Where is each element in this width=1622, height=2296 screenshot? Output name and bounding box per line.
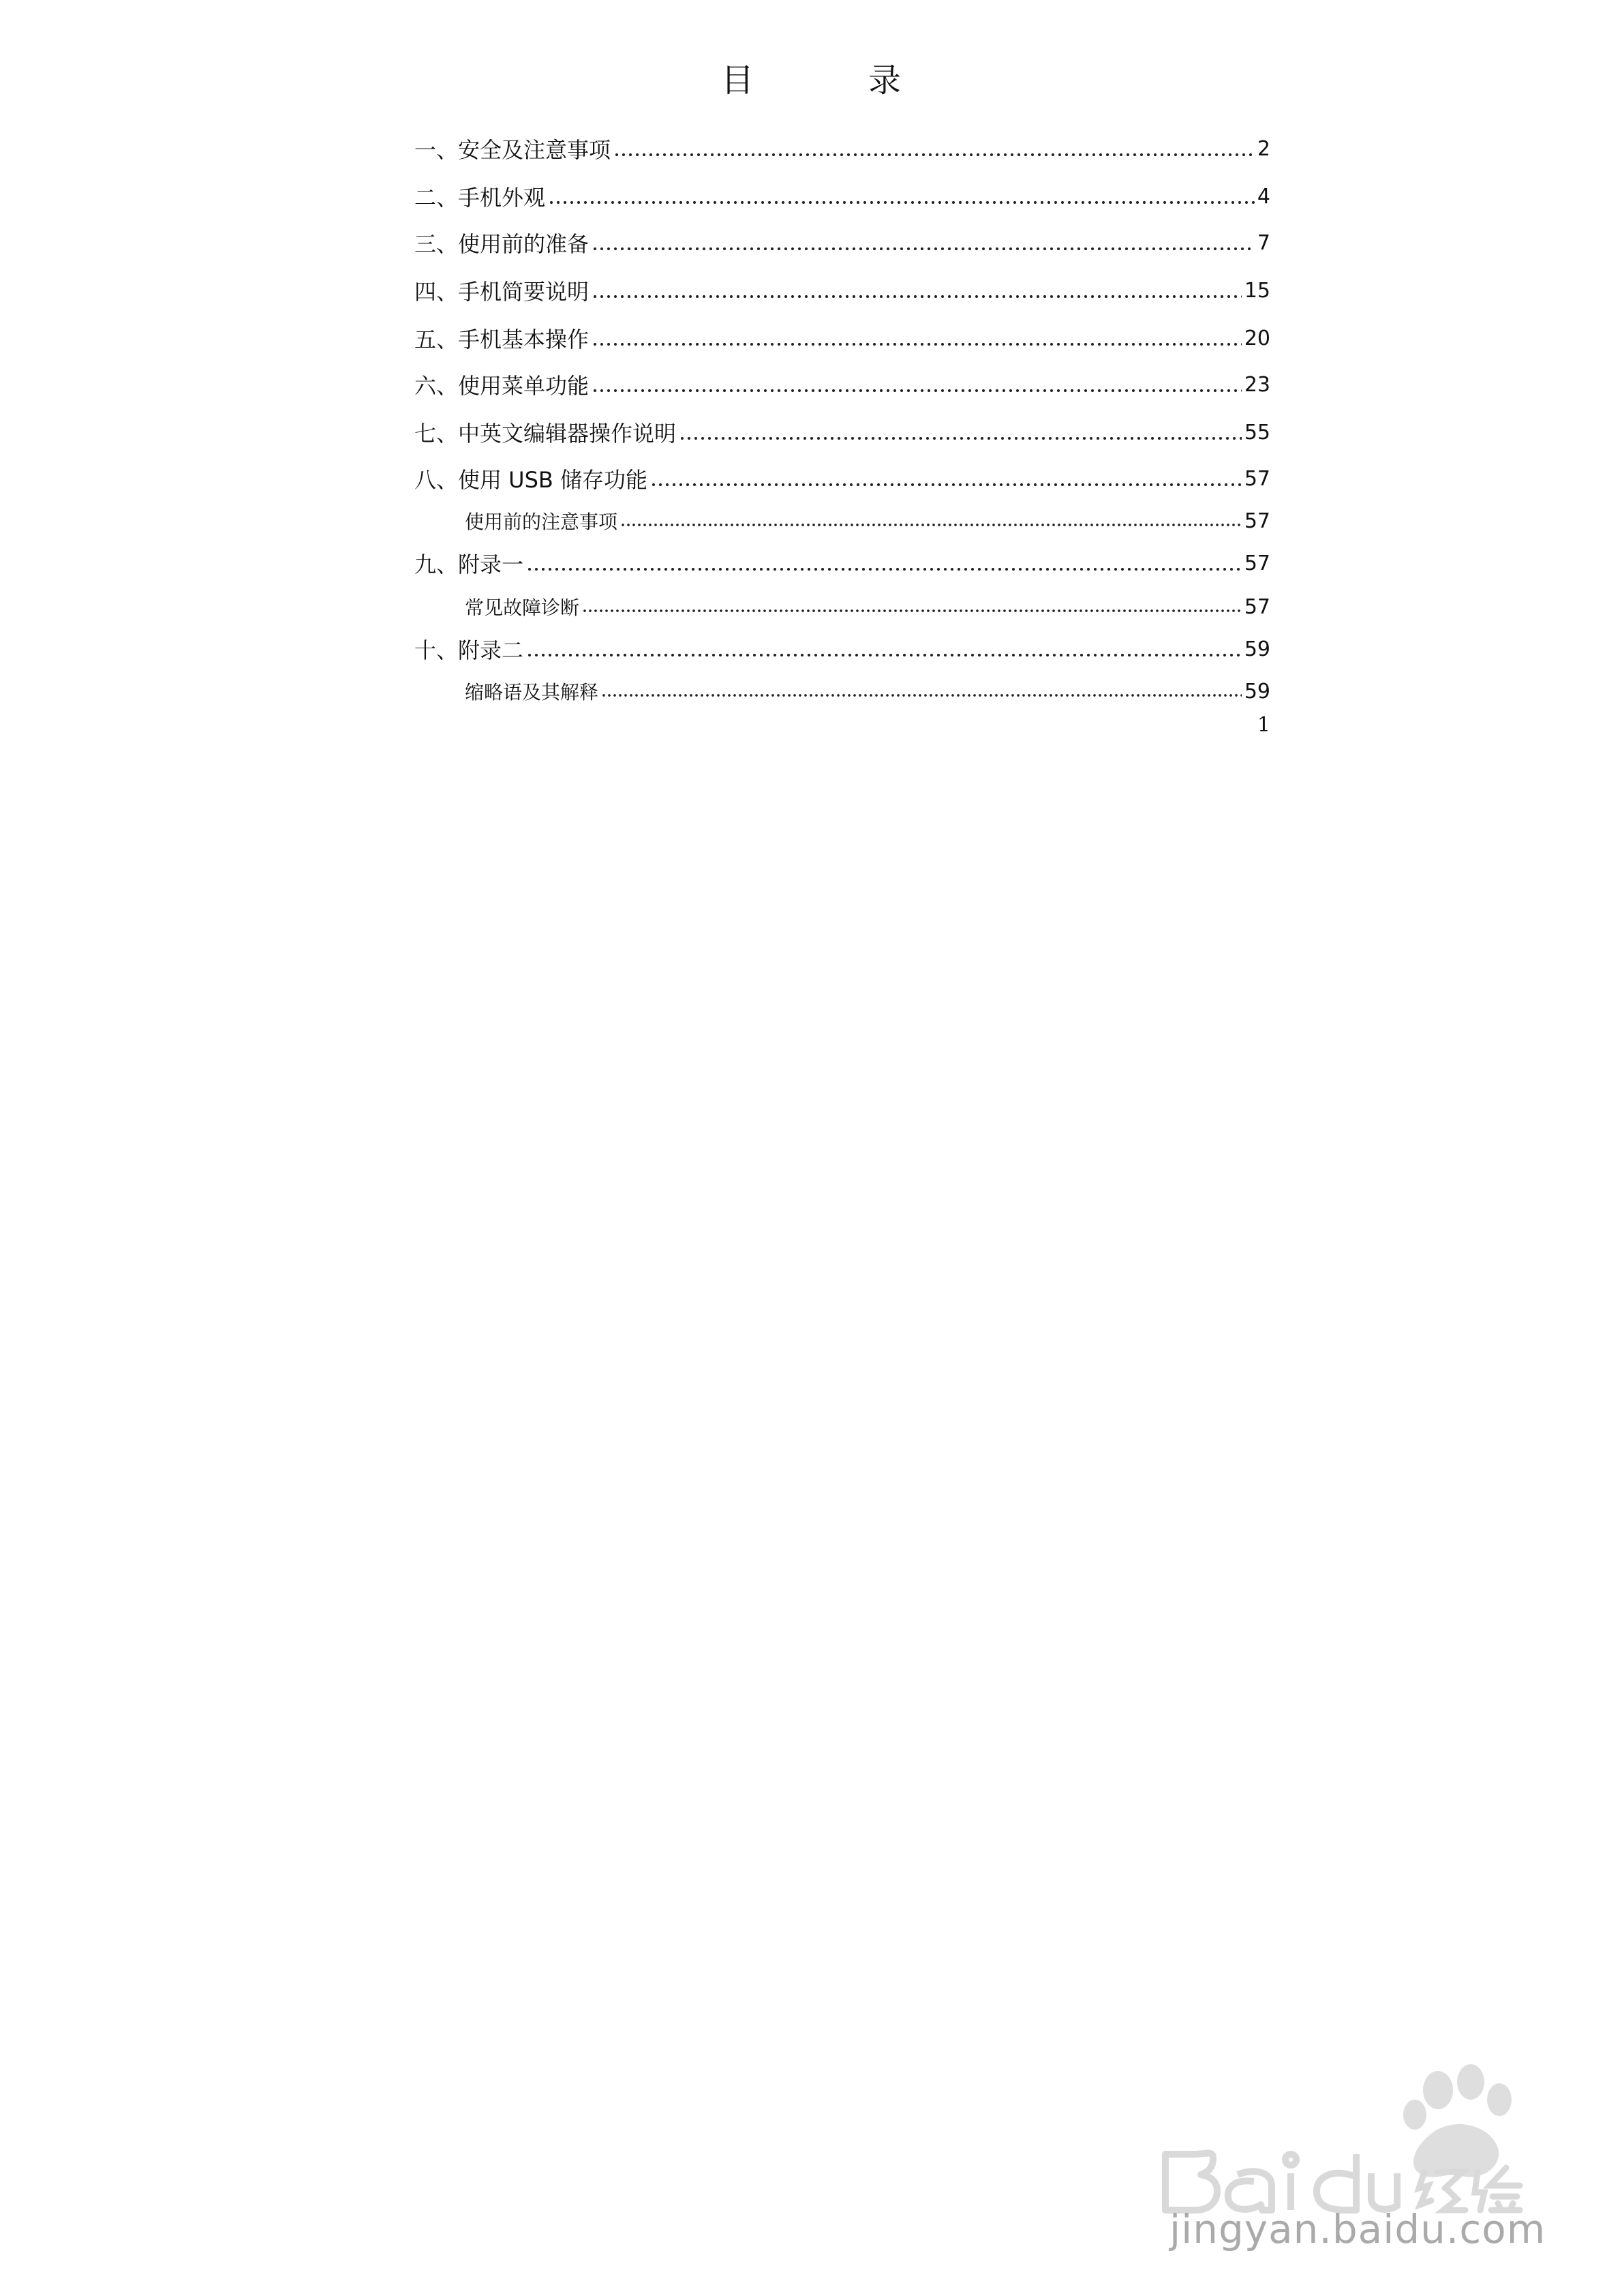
toc-subentry[interactable]	[414, 674, 1270, 709]
toc-entry[interactable]	[414, 367, 1270, 402]
toc-entry-label: 缩略语及其解释	[465, 681, 599, 704]
toc-dot-leader	[601, 680, 1242, 702]
toc-dot-leader	[650, 468, 1242, 489]
toc-dot-leader	[526, 552, 1242, 574]
toc-entry-label: 使用前的注意事项	[465, 511, 618, 533]
toc-entry[interactable]	[414, 545, 1270, 581]
toc-dot-leader	[592, 327, 1242, 349]
toc-subentry[interactable]	[414, 503, 1270, 539]
toc-entry-label: 三、使用前的准备	[414, 231, 590, 257]
toc-entry-label: 十、附录二	[414, 637, 524, 663]
toc-entry-label: 八、使用 USB 储存功能	[414, 467, 648, 493]
toc-entry-label: 九、附录一	[414, 552, 524, 577]
toc-dot-leader	[582, 596, 1242, 618]
toc-entry-page: 57	[1244, 594, 1270, 619]
toc-entry-label: 二、手机外观	[414, 185, 546, 211]
toc-entry-page: 15	[1244, 278, 1270, 303]
toc-entry[interactable]	[414, 414, 1270, 450]
toc-entry-page: 23	[1244, 372, 1270, 397]
toc-entry-label: 五、手机基本操作	[414, 327, 590, 352]
toc-entry[interactable]	[414, 131, 1270, 166]
toc-entry-page: 59	[1244, 637, 1270, 661]
toc-dot-leader	[592, 374, 1242, 395]
toc-entry-label: 七、中英文编辑器操作说明	[414, 421, 677, 447]
toc-entry-page: 20	[1244, 326, 1270, 350]
watermark-url: jingyan.baidu.com	[1169, 2206, 1546, 2252]
toc-entry-page: 57	[1244, 551, 1270, 575]
toc-dot-leader	[679, 421, 1242, 443]
toc-dot-leader	[613, 138, 1255, 160]
toc-entry[interactable]	[414, 225, 1270, 260]
toc-entry-page: 57	[1244, 466, 1270, 491]
toc-entry-page: 2	[1257, 136, 1270, 161]
toc-dot-leader	[548, 185, 1255, 207]
toc-entry[interactable]	[414, 273, 1270, 308]
toc-dot-leader	[592, 280, 1242, 301]
toc-entry-page: 55	[1244, 420, 1270, 444]
toc-entry[interactable]	[414, 631, 1270, 667]
toc-entry-page: 7	[1257, 230, 1270, 255]
toc-entry-page: 4	[1257, 184, 1270, 209]
toc-entry-label: 常见故障诊断	[465, 596, 580, 619]
toc-subentry[interactable]	[414, 589, 1270, 624]
page-number: 1	[1257, 713, 1270, 737]
toc-entry-label: 四、手机简要说明	[414, 279, 590, 305]
toc-entry[interactable]	[414, 179, 1270, 214]
toc-entry-label: 六、使用菜单功能	[414, 373, 590, 399]
toc-entry-page: 57	[1244, 509, 1270, 533]
toc-dot-leader	[620, 510, 1242, 532]
toc-title: 目 录	[720, 61, 942, 100]
toc-dot-leader	[526, 638, 1242, 660]
toc-entry[interactable]	[414, 320, 1270, 356]
toc-dot-leader	[592, 232, 1255, 254]
toc-entry-label: 一、安全及注意事项	[414, 137, 611, 163]
toc-entry[interactable]	[414, 461, 1270, 496]
toc-entry-page: 59	[1244, 679, 1270, 704]
